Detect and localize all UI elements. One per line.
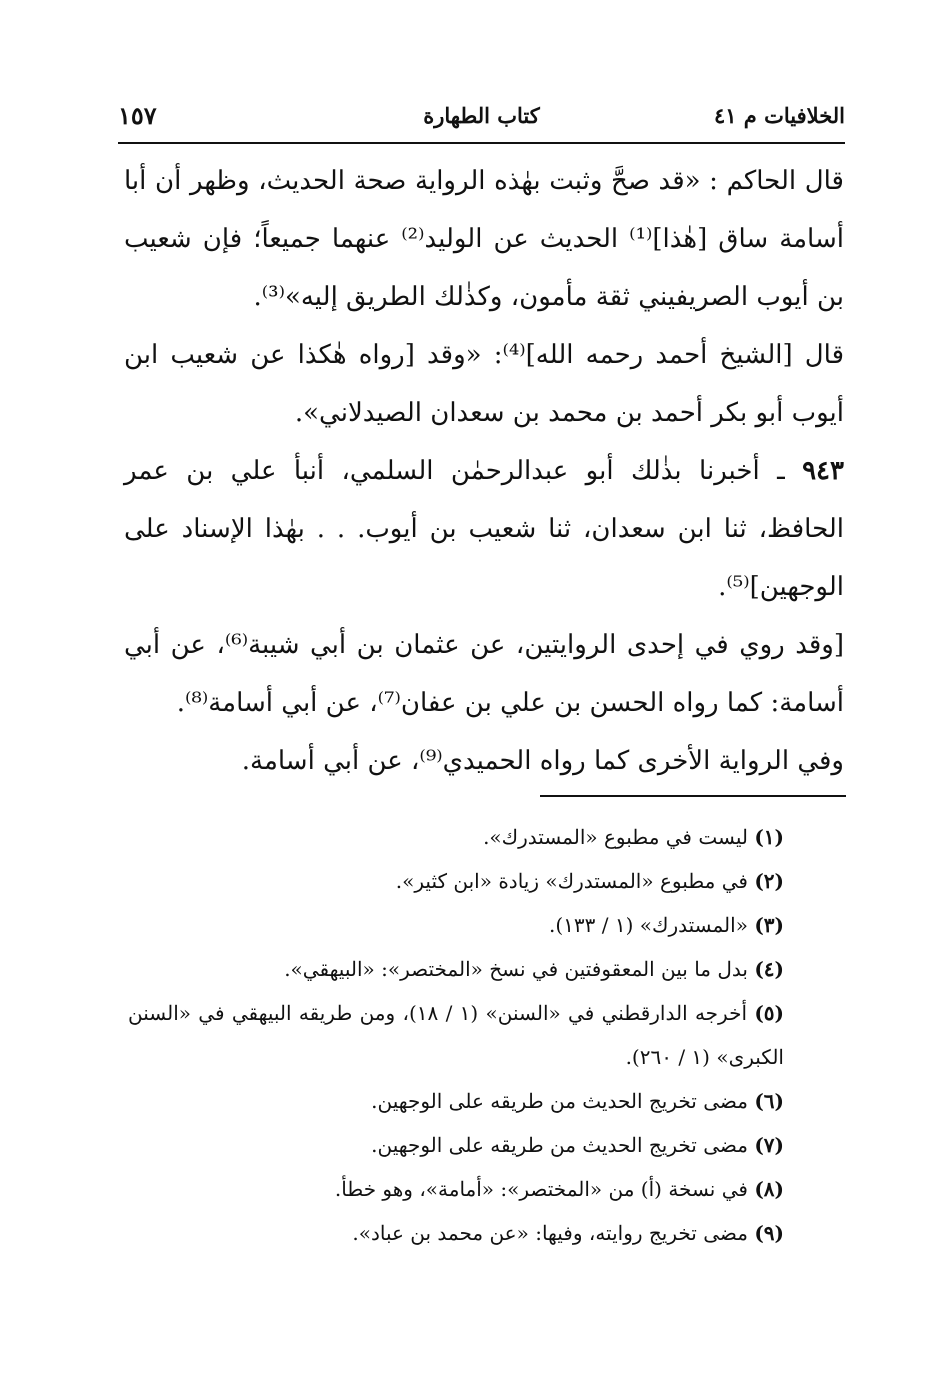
- footnote-text: مضى تخريج الحديث من طريقه على الوجهين.: [371, 1133, 755, 1157]
- footnote-text: أخرجه الدارقطني في «السنن» (١ / ١٨)، ومن طريقه البيهقي في «السنن الكبرى» (١ / ٢٦٠).: [128, 1001, 784, 1069]
- footnote-number: (٥): [754, 1001, 785, 1025]
- footnote-number: (٩): [754, 1221, 784, 1245]
- footnote-item: [128, 903, 848, 947]
- footnote-number: (٦): [754, 1089, 784, 1113]
- header-volume-label: الخلافيات م ٤١: [713, 103, 845, 128]
- footnote-rule: [540, 795, 846, 797]
- footnote-number: (١): [754, 825, 784, 849]
- footnote-text: في نسخة (أ) من «المختصر»: «أمامة»، وهو خطأ.: [334, 1177, 755, 1201]
- footnote-item: [128, 1079, 848, 1123]
- paragraph-second-narration: وفي الرواية الأخرى كما رواه الحميدي⁽⁹⁾، عن أبي أسامة.: [241, 746, 844, 776]
- footnote-number: (٤): [754, 957, 784, 981]
- footnote-text: ليست في مطبوع «المستدرك».: [483, 825, 755, 849]
- header-chapter-title: كتاب الطهارة: [423, 103, 540, 128]
- footnote-item: [128, 1211, 848, 1255]
- footnote-item: [128, 991, 848, 1079]
- paragraph-hakim: قال الحاكم : «قد صحَّ وثبت بهٰذه الرواية صحة الحديث، وظهر أن أبا أسامة ساق [هٰذا]⁽¹⁾ الحديث عن الوليد⁽²⁾ عنهما جميعاً؛ فإن شعيب بن أيوب الصريفيني ثقة مأمون، وكذٰلك الطريق إليه»⁽³⁾.: [124, 166, 844, 312]
- footnote-number: (٢): [754, 869, 784, 893]
- page-number: ١٥٧: [118, 101, 157, 130]
- footnote-text: مضى تخريج روايته، وفيها: «عن محمد بن عباد».: [352, 1221, 755, 1245]
- footnote-number: (٧): [754, 1133, 784, 1157]
- footnote-item: [128, 815, 848, 859]
- footnote-text: في مطبوع «المستدرك» زيادة «ابن كثير».: [395, 869, 755, 893]
- footnote-item: [128, 947, 848, 991]
- paragraph-shaykh-ahmad: قال [الشيخ أحمد رحمه الله]⁽⁴⁾: «وقد [رواه هٰكذا عن شعيب ابن أيوب أبو بكر أحمد بن محمد بن سعدان الصيدلاني».: [124, 340, 844, 428]
- footnote-item: [128, 1167, 848, 1211]
- footnote-item: [128, 859, 848, 903]
- footnote-text: بدل ما بين المعقوفتين في نسخ «المختصر»: «البيهقي».: [284, 957, 755, 981]
- running-header: [118, 96, 845, 136]
- footnote-number: (٨): [754, 1177, 784, 1201]
- hadith-number: ٩٤٣: [802, 456, 844, 486]
- footnotes: [128, 815, 848, 1255]
- footnote-item: [128, 1123, 848, 1167]
- footnote-text: مضى تخريج الحديث من طريقه على الوجهين.: [371, 1089, 755, 1113]
- paragraph-first-narration: [وقد روي في إحدى الروايتين، عن عثمان بن أبي شيبة⁽⁶⁾، عن أبي أسامة: كما رواه الحسن بن علي بن عفان⁽⁷⁾، عن أبي أسامة⁽⁸⁾.: [124, 630, 844, 718]
- header-rule: [118, 142, 845, 144]
- footnote-number: (٣): [754, 913, 784, 937]
- paragraph-hadith-943: [124, 442, 844, 616]
- hadith-text: ـ أخبرنا بذٰلك أبو عبدالرحمٰن السلمي، أنبأ علي بن عمر الحافظ، ثنا ابن سعدان، ثنا شعيب بن أيوب. . . بهٰذا الإسناد على الوجهين]⁽⁵⁾.: [124, 456, 844, 602]
- footnote-text: «المستدرك» (١ / ١٣٣).: [548, 913, 755, 937]
